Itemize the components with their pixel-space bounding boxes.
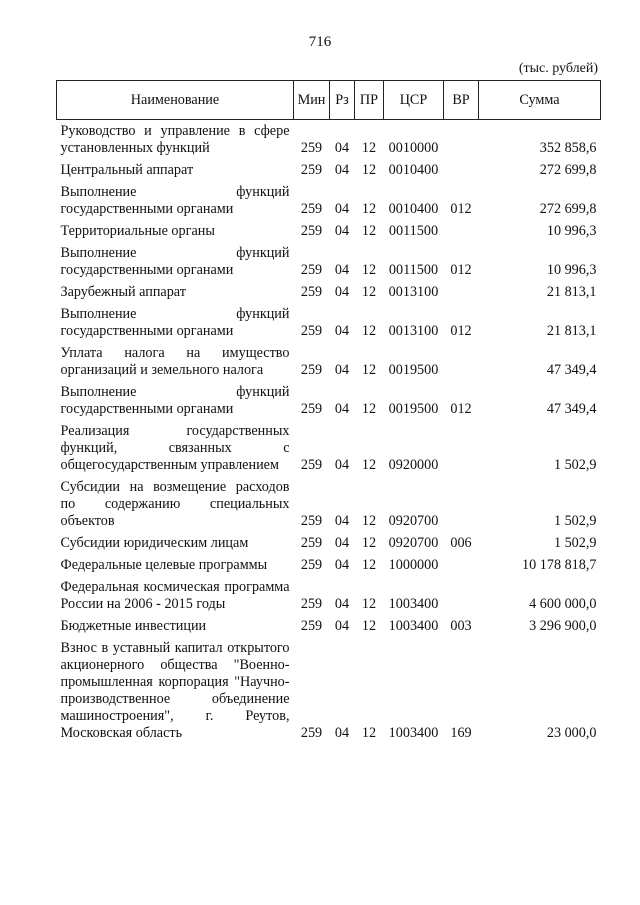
row-name: Выполнение функций государственными органами	[60, 306, 290, 339]
row-min: 259	[300, 535, 323, 551]
row-sum: 272 699,8	[539, 162, 597, 178]
row-sum: 23 000,0	[546, 725, 597, 741]
row-sum: 10 178 818,7	[522, 557, 597, 573]
header-vr: ВР	[444, 81, 479, 120]
row-sum: 21 813,1	[546, 323, 597, 339]
header-csr: ЦСР	[384, 81, 444, 120]
row-name: Уплата налога на имущество организаций и земельного налога	[60, 345, 290, 378]
row-vr	[444, 342, 479, 381]
row-rz: 04	[334, 162, 350, 178]
row-vr: 003	[450, 618, 472, 634]
row-rz: 04	[334, 457, 350, 473]
row-vr: 169	[450, 725, 472, 741]
row-name: Территориальные органы	[60, 223, 215, 239]
row-name: Федеральная космическая программа России на 2006 - 2015 годы	[60, 579, 290, 612]
row-rz: 04	[334, 596, 350, 612]
row-csr: 0011500	[388, 262, 439, 278]
row-name: Центральный аппарат	[60, 162, 194, 178]
row-sum: 4 600 000,0	[529, 596, 597, 612]
header-pr: ПР	[355, 81, 384, 120]
table-row	[57, 242, 601, 281]
row-rz: 04	[334, 725, 350, 741]
row-min: 259	[300, 401, 323, 417]
table-row	[57, 181, 601, 220]
row-pr: 12	[361, 362, 377, 378]
header-name: Наименование	[57, 81, 294, 120]
row-name: Бюджетные инвестиции	[60, 618, 207, 634]
table-row	[57, 303, 601, 342]
row-sum: 47 349,4	[546, 401, 597, 417]
row-vr	[444, 476, 479, 532]
row-rz: 04	[334, 401, 350, 417]
row-name: Зарубежный аппарат	[60, 284, 186, 300]
row-pr: 12	[361, 513, 377, 529]
header-sum: Сумма	[479, 81, 601, 120]
row-csr: 1003400	[388, 618, 439, 634]
row-rz: 04	[334, 323, 350, 339]
table-row	[57, 281, 601, 303]
table-header	[57, 81, 601, 120]
row-rz: 04	[334, 362, 350, 378]
row-sum: 1 502,9	[553, 535, 597, 551]
row-pr: 12	[361, 535, 377, 551]
row-pr: 12	[361, 284, 377, 300]
row-vr	[444, 120, 479, 160]
row-name: Выполнение функций государственными органами	[60, 384, 290, 417]
row-pr: 12	[361, 262, 377, 278]
row-pr: 12	[361, 323, 377, 339]
row-name: Федеральные целевые программы	[60, 557, 268, 573]
row-pr: 12	[361, 725, 377, 741]
row-rz: 04	[334, 262, 350, 278]
row-csr: 0011500	[388, 223, 439, 239]
row-name: Выполнение функций государственными органами	[60, 184, 290, 217]
table-row	[57, 220, 601, 242]
row-sum: 10 996,3	[546, 223, 597, 239]
row-name: Взнос в уставный капитал открытого акционерного общества "Военно-промышленная корпорация "Научно-производственное объединение машиностроения", г. Реутов, Московская область	[60, 640, 290, 741]
header-min: Мин	[294, 81, 330, 120]
units-label: (тыс. рублей)	[518, 61, 598, 76]
row-rz: 04	[334, 284, 350, 300]
row-min: 259	[300, 513, 323, 529]
row-sum: 47 349,4	[546, 362, 597, 378]
row-name: Субсидии на возмещение расходов по содержанию специальных объектов	[60, 479, 290, 529]
table-row	[57, 576, 601, 615]
row-vr	[444, 159, 479, 181]
row-name: Выполнение функций государственными органами	[60, 245, 290, 278]
row-csr: 1003400	[388, 596, 439, 612]
row-rz: 04	[334, 223, 350, 239]
row-vr	[444, 576, 479, 615]
table-row	[57, 120, 601, 160]
row-min: 259	[300, 457, 323, 473]
page-number: 716	[308, 34, 332, 50]
row-min: 259	[300, 201, 323, 217]
row-sum: 1 502,9	[553, 457, 597, 473]
row-min: 259	[300, 323, 323, 339]
row-csr: 0019500	[388, 401, 439, 417]
row-name: Реализация государственных функций, связанных с общегосударственным управлением	[60, 423, 290, 473]
row-min: 259	[300, 140, 323, 156]
row-pr: 12	[361, 401, 377, 417]
row-csr: 0920000	[388, 457, 439, 473]
row-pr: 12	[361, 618, 377, 634]
row-rz: 04	[334, 535, 350, 551]
row-csr: 0920700	[388, 513, 439, 529]
row-vr: 012	[450, 401, 472, 417]
budget-table	[56, 80, 601, 744]
row-pr: 12	[361, 140, 377, 156]
row-pr: 12	[361, 457, 377, 473]
table-row	[57, 637, 601, 744]
row-rz: 04	[334, 557, 350, 573]
row-pr: 12	[361, 162, 377, 178]
table-row	[57, 615, 601, 637]
row-min: 259	[300, 223, 323, 239]
row-vr: 012	[450, 201, 472, 217]
row-pr: 12	[361, 223, 377, 239]
row-rz: 04	[334, 140, 350, 156]
row-min: 259	[300, 596, 323, 612]
table-row	[57, 159, 601, 181]
row-csr: 0013100	[388, 323, 439, 339]
row-pr: 12	[361, 201, 377, 217]
row-rz: 04	[334, 513, 350, 529]
header-rz: Рз	[330, 81, 355, 120]
table-row	[57, 381, 601, 420]
row-min: 259	[300, 618, 323, 634]
row-csr: 1003400	[388, 725, 439, 741]
table-row	[57, 554, 601, 576]
table-row	[57, 420, 601, 476]
row-sum: 352 858,6	[539, 140, 597, 156]
row-min: 259	[300, 262, 323, 278]
row-name: Руководство и управление в сфере установленных функций	[60, 123, 290, 156]
row-sum: 10 996,3	[546, 262, 597, 278]
table-row	[57, 532, 601, 554]
row-rz: 04	[334, 201, 350, 217]
row-vr	[444, 420, 479, 476]
budget-table-container	[56, 80, 600, 744]
row-min: 259	[300, 725, 323, 741]
row-rz: 04	[334, 618, 350, 634]
row-sum: 21 813,1	[546, 284, 597, 300]
row-vr: 012	[450, 262, 472, 278]
row-vr: 012	[450, 323, 472, 339]
row-pr: 12	[361, 596, 377, 612]
row-min: 259	[300, 557, 323, 573]
row-vr	[444, 554, 479, 576]
row-csr: 0920700	[388, 535, 439, 551]
table-row	[57, 476, 601, 532]
table-row	[57, 342, 601, 381]
row-min: 259	[300, 284, 323, 300]
row-min: 259	[300, 362, 323, 378]
row-csr: 1000000	[388, 557, 439, 573]
row-csr: 0010400	[388, 201, 439, 217]
row-vr: 006	[450, 535, 472, 551]
row-csr: 0010000	[388, 140, 439, 156]
row-vr	[444, 220, 479, 242]
row-min: 259	[300, 162, 323, 178]
row-vr	[444, 281, 479, 303]
row-sum: 272 699,8	[539, 201, 597, 217]
row-sum: 1 502,9	[553, 513, 597, 529]
row-name: Субсидии юридическим лицам	[60, 535, 249, 551]
row-csr: 0010400	[388, 162, 439, 178]
row-pr: 12	[361, 557, 377, 573]
row-csr: 0019500	[388, 362, 439, 378]
row-sum: 3 296 900,0	[529, 618, 597, 634]
row-csr: 0013100	[388, 284, 439, 300]
